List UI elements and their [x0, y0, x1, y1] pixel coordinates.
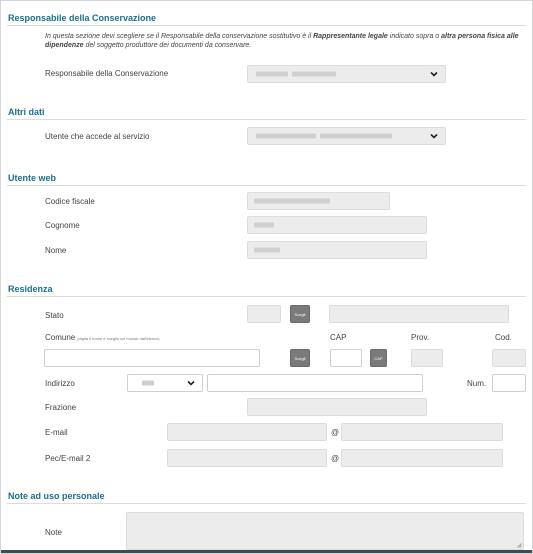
email-user-field[interactable] — [167, 423, 327, 441]
resize-handle-icon[interactable] — [516, 542, 522, 548]
indirizzo-field[interactable] — [207, 374, 423, 392]
section-title-utente-web: Utente web — [8, 173, 57, 183]
cod-label: Cod. — [495, 333, 512, 342]
note-label: Note — [45, 528, 62, 537]
email-label: E-mail — [45, 428, 68, 437]
field-value — [254, 199, 330, 204]
section-title-responsabile: Responsabile della Conservazione — [8, 13, 157, 23]
responsabile-select[interactable] — [247, 65, 446, 83]
comune-scegli-button[interactable]: Scegli — [290, 349, 310, 367]
pec-user-field[interactable] — [167, 449, 327, 467]
chevron-down-icon — [429, 69, 439, 79]
at-sign: @ — [331, 428, 340, 437]
cognome-label: Cognome — [45, 221, 80, 230]
info-text — [45, 32, 529, 50]
comune-field[interactable] — [44, 349, 260, 367]
section-divider — [7, 25, 526, 26]
stato-name-field[interactable] — [329, 305, 509, 323]
cognome-field[interactable] — [247, 216, 427, 234]
section-divider — [7, 185, 526, 186]
indirizzo-type-select[interactable] — [127, 374, 203, 392]
note-textarea[interactable] — [126, 512, 524, 550]
section-title-residenza: Residenza — [8, 284, 53, 294]
select-value — [142, 381, 154, 386]
responsabile-label: Responsabile della Conservazione — [45, 69, 169, 78]
section-title-note: Note ad uso personale — [8, 491, 105, 501]
info-text-part: indicato sopra o — [387, 33, 442, 40]
nome-field[interactable] — [247, 241, 427, 259]
codice-fiscale-label: Codice fiscale — [45, 197, 95, 206]
at-sign: @ — [331, 454, 340, 463]
info-text-bold: altra persona fisica alle dipendenze — [45, 33, 519, 49]
num-label: Num. — [467, 379, 487, 388]
select-value — [292, 72, 336, 77]
comune-label-text: Comune — [45, 333, 76, 342]
info-text-bold: Rappresentante legale — [313, 33, 388, 40]
select-value — [256, 134, 316, 139]
section-divider — [7, 119, 526, 120]
stato-code-field[interactable] — [247, 305, 281, 323]
section-divider — [7, 503, 526, 504]
indirizzo-label: Indirizzo — [45, 379, 75, 388]
prov-field[interactable] — [411, 349, 443, 367]
comune-hint: (digita il nome e scegilo col mouse dall'elenco) — [77, 336, 160, 341]
utente-label: Utente che accede al servizio — [45, 132, 150, 141]
info-text-part: del soggetto produttore dei documenti da conservare. — [83, 42, 252, 49]
prov-label: Prov. — [411, 333, 430, 342]
pec-domain-field[interactable] — [341, 449, 503, 467]
field-value — [254, 223, 274, 228]
cod-field[interactable] — [492, 349, 526, 367]
field-value — [254, 248, 280, 253]
codice-fiscale-field[interactable] — [247, 192, 390, 210]
num-field[interactable] — [492, 374, 526, 392]
cap-button[interactable]: CAP — [370, 349, 387, 367]
frazione-label: Frazione — [45, 403, 77, 412]
email-domain-field[interactable] — [341, 423, 503, 441]
cap-label: CAP — [330, 333, 347, 342]
stato-scegli-button[interactable]: Scegli — [290, 305, 310, 323]
cap-field[interactable] — [330, 349, 362, 367]
nome-label: Nome — [45, 246, 67, 255]
chevron-down-icon — [429, 131, 439, 141]
select-value — [320, 134, 392, 139]
window-bottom-bar — [1, 550, 532, 553]
frazione-field[interactable] — [247, 398, 427, 416]
comune-label — [45, 333, 160, 342]
pec-label: Pec/E-mail 2 — [45, 454, 91, 463]
select-value — [256, 72, 288, 77]
utente-select[interactable] — [247, 127, 446, 145]
chevron-down-icon — [186, 378, 196, 388]
stato-label: Stato — [45, 311, 64, 320]
section-title-altri-dati: Altri dati — [8, 107, 45, 117]
section-divider — [7, 296, 526, 297]
info-text-part: In questa sezione devi scegliere se il Responsabile della conservazione sostitutivo è il — [45, 33, 314, 40]
